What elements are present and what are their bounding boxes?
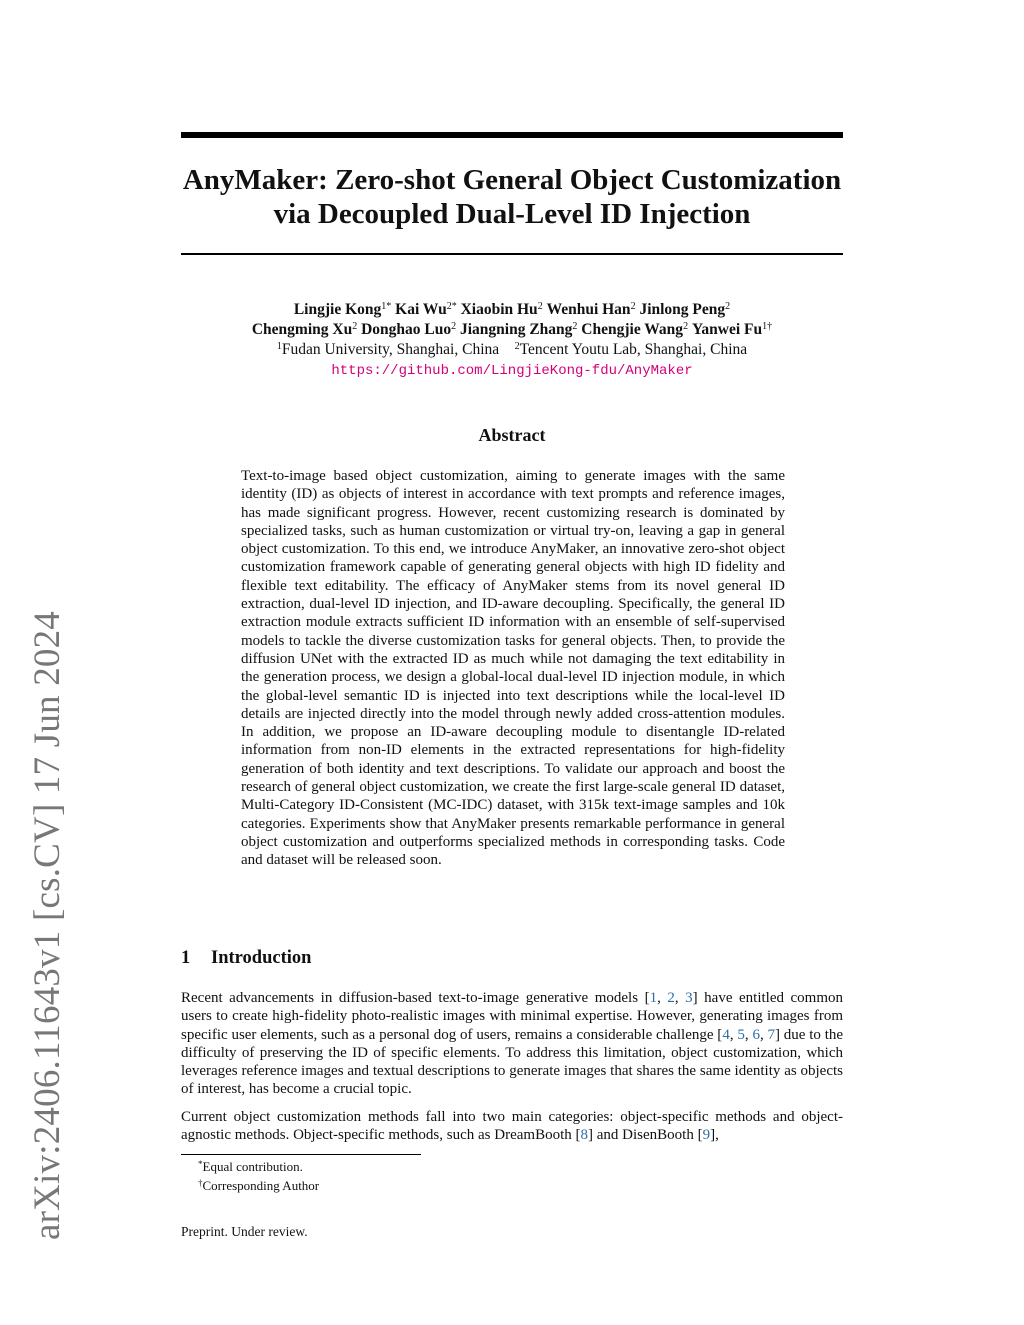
author-affiliation-mark: 2 bbox=[683, 321, 689, 332]
author-name: Jiangning Zhang bbox=[459, 321, 573, 338]
citation-link[interactable]: 3 bbox=[685, 990, 693, 1006]
section-title: Introduction bbox=[211, 948, 312, 968]
author-affiliation-mark: 2* bbox=[446, 301, 457, 312]
author-name: Wenhui Han bbox=[546, 301, 631, 318]
title-bottom-rule bbox=[181, 253, 843, 255]
title-line-1: AnyMaker: Zero-shot General Object Customization bbox=[182, 164, 842, 196]
footnotes bbox=[198, 1157, 319, 1195]
affiliation-2: Tencent Youtu Lab, Shanghai, China bbox=[519, 341, 748, 358]
intro-paragraph-2: Current object customization methods fall into two main categories: object-specific methods and object-agnostic methods. Object-specific methods, such as DreamBooth [8] and DisenBooth [9], bbox=[181, 1109, 843, 1144]
footnote-equal-contribution: *Equal contribution. bbox=[198, 1159, 303, 1174]
author-affiliation-mark: 2 bbox=[572, 321, 578, 332]
author-name: Chengjie Wang bbox=[581, 321, 684, 338]
author-line-1 bbox=[181, 300, 843, 320]
affiliation-mark: 1 bbox=[276, 341, 282, 352]
github-link[interactable]: https://github.com/LingjieKong-fdu/AnyMaker bbox=[331, 363, 693, 379]
author-affiliation-mark: 2 bbox=[725, 301, 731, 312]
author-affiliation-mark: 1† bbox=[762, 321, 773, 332]
affiliation-1: Fudan University, Shanghai, China bbox=[281, 341, 500, 358]
author-name: Lingjie Kong bbox=[293, 301, 382, 318]
arxiv-identifier: arXiv:2406.11643v1 [cs.CV] 17 Jun 2024 bbox=[27, 610, 68, 1240]
author-affiliation-mark: 1* bbox=[381, 301, 392, 312]
author-affiliation-mark: 2 bbox=[352, 321, 358, 332]
section-heading-introduction bbox=[181, 948, 311, 969]
preprint-notice: Preprint. Under review. bbox=[181, 1224, 308, 1239]
author-affiliation-mark: 2 bbox=[630, 301, 636, 312]
author-name: Jinlong Peng bbox=[639, 301, 726, 318]
title-top-rule bbox=[181, 132, 843, 138]
citation-link[interactable]: 4 bbox=[722, 1026, 730, 1043]
author-name: Donghao Luo bbox=[361, 321, 452, 338]
citation-link[interactable]: 6 bbox=[752, 1026, 760, 1043]
citation-link[interactable]: 7 bbox=[767, 1026, 775, 1043]
abstract-text: Text-to-image based object customization, aiming to generate images with the same identity (ID) as objects of interest in accordance with text prompts and reference images, has made significant progress. However, recent customizing research is dominated by specialized tasks, such as human customization or virtual try-on, leaving a gap in general object customization. To this end, we introduce AnyMaker, an innovative zero-shot object customization framework capable of generating general objects with high ID fidelity and flexible text editability. The efficacy of AnyMaker stems from its novel general ID extraction, dual-level ID injection, and ID-aware decoupling. Specifically, the general ID extraction module extracts sufficient ID information with an ensemble of self-supervised models to tackle the diverse customization tasks for general objects. Then, to provide the diffusion UNet with the extracted ID as much while not damaging the text editability in the generation process, we design a global-local dual-level ID injection module, in which the global-level semantic ID is injected into text descriptions while the local-level ID details are injected directly into the model through newly added cross-attention modules. In addition, we propose an ID-aware decoupling module to disentangle ID-related information from non-ID elements in the extracted representations for high-fidelity generation of both identity and text descriptions. To validate our approach and boost the research of general object customization, we create the first large-scale general ID dataset, Multi-Category ID-Consistent (MC-IDC) dataset, with 315k text-image samples and 10k categories. Experiments show that AnyMaker presents remarkable performance in general object customization and outperforms specialized methods in corresponding tasks. Code and dataset will be released soon. bbox=[241, 468, 785, 869]
author-block bbox=[181, 300, 843, 381]
citation-link[interactable]: 8 bbox=[580, 1127, 588, 1144]
abstract-heading: Abstract bbox=[478, 425, 546, 445]
intro-paragraph-1: Recent advancements in diffusion-based text-to-image generative models [1, 2, 3] have entitled common users to create high-fidelity photo-realistic images with minimal expertise. However, generating images from specific user elements, such as a personal dog of users, remains a considerable challenge [4, 5, 6, 7] due to the difficulty of preserving the ID of specific elements. To address this limitation, object customization, which leverages reference images and textual descriptions to generate images that shares the same identity as objects of interest, has become a crucial topic. bbox=[181, 990, 844, 1098]
author-name: Yanwei Fu bbox=[691, 321, 763, 338]
citation-link[interactable]: 2 bbox=[667, 990, 675, 1006]
affiliations bbox=[181, 340, 843, 360]
footnote-corresponding-author: †Corresponding Author bbox=[198, 1178, 320, 1193]
affiliation-mark: 2 bbox=[514, 341, 520, 352]
section-number: 1 bbox=[181, 948, 191, 968]
footnote-rule bbox=[181, 1154, 421, 1155]
author-line-2 bbox=[181, 320, 843, 340]
author-name: Xiaobin Hu bbox=[460, 301, 538, 318]
author-affiliation-mark: 2 bbox=[537, 301, 543, 312]
author-affiliation-mark: 2 bbox=[451, 321, 457, 332]
author-name: Kai Wu bbox=[395, 301, 447, 318]
citation-link[interactable]: 5 bbox=[737, 1026, 745, 1043]
author-name: Chengming Xu bbox=[251, 321, 353, 338]
citation-link[interactable]: 1 bbox=[649, 990, 658, 1006]
paper-title bbox=[150, 163, 874, 231]
citation-link[interactable]: 9 bbox=[702, 1127, 711, 1144]
title-line-2: via Decoupled Dual-Level ID Injection bbox=[273, 198, 751, 230]
